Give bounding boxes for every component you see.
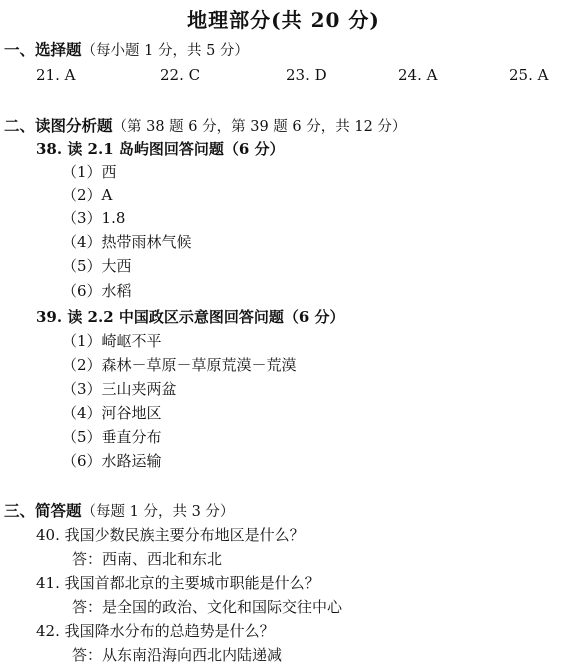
q38-item-6: （6）水稻	[62, 282, 132, 300]
section-1-heading	[4, 40, 249, 61]
q39-item-3: （3）三山夹两盆	[62, 380, 177, 398]
q39-item-6: （6）水路运输	[62, 452, 162, 470]
section-3-note: （每题 1 分，共 3 分）	[81, 504, 235, 520]
question-42: 42. 我国降水分布的总趋势是什么？	[36, 622, 275, 640]
section-1-note: （每小题 1 分，共 5 分）	[81, 43, 249, 59]
section-2-note: （第 38 题 6 分，第 39 题 6 分，共 12 分）	[112, 119, 407, 135]
question-41: 41. 我国首都北京的主要城市职能是什么？	[36, 574, 320, 592]
q38-item-5: （5）大西	[62, 257, 132, 275]
answer-40: 答：西南、西北和东北	[72, 550, 223, 568]
section-1-title: 一、选择题	[4, 40, 82, 59]
choice-answers-row	[0, 66, 567, 88]
answer-25: 25. A	[509, 66, 549, 84]
question-38-stem: 38. 读 2.1 岛屿图回答问题（6 分）	[36, 140, 285, 158]
q38-item-1: （1）西	[62, 163, 117, 181]
answer-21: 21. A	[36, 66, 76, 84]
question-39-stem: 39. 读 2.2 中国政区示意图回答问题（6 分）	[36, 308, 345, 326]
answer-41: 答：是全国的政治、文化和国际交往中心	[72, 598, 343, 616]
q39-item-1: （1）崎岖不平	[62, 332, 162, 350]
section-3-title: 三、简答题	[4, 501, 82, 520]
q39-item-2: （2）森林－草原－草原荒漠－荒漠	[62, 356, 297, 374]
answer-24: 24. A	[398, 66, 438, 84]
page-title: 地理部分(共 20 分)	[187, 8, 380, 32]
q38-item-4: （4）热带雨林气候	[62, 233, 192, 251]
answer-42: 答：从东南沿海向西北内陆递减	[72, 646, 283, 664]
section-3-heading	[4, 501, 234, 522]
q38-item-3: （3）1.8	[62, 209, 126, 227]
answer-22: 22. C	[160, 66, 201, 84]
q39-item-4: （4）河谷地区	[62, 404, 162, 422]
section-2-heading	[4, 116, 406, 137]
q39-item-5: （5）垂直分布	[62, 428, 162, 446]
section-2-title: 二、读图分析题	[4, 116, 113, 135]
question-40: 40. 我国少数民族主要分布地区是什么？	[36, 526, 305, 544]
answer-23: 23. D	[286, 66, 327, 84]
q38-item-2: （2）A	[62, 186, 113, 204]
